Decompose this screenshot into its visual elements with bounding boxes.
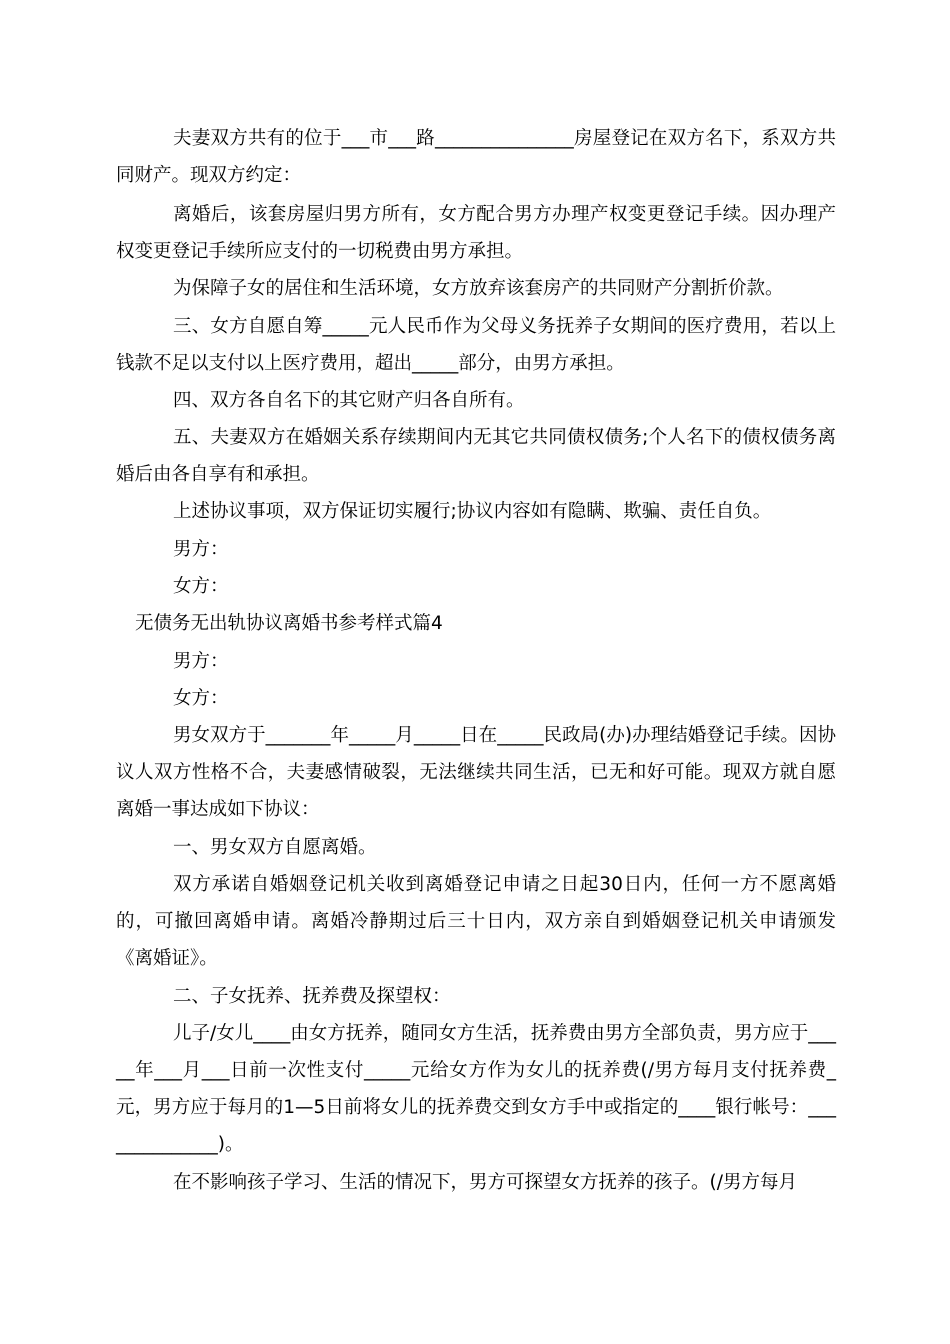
paragraph-house-ownership: 离婚后，该套房屋归男方所有，女方配合男方办理产权变更登记手续。因办理产权变更登记手续所应支付的一切税费由男方承担。 [116,204,836,262]
paragraph-property-location: 夫妻双方共有的位于___市___路_______________房屋登记在双方名下，系双方共同财产。现双方约定： [116,128,836,186]
paragraph-other-property: 四、双方各自名下的其它财产归各自所有。 [173,390,525,411]
section-heading: 无债务无出轨协议离婚书参考样式篇4 [135,613,443,634]
paragraph-residence-guarantee: 为保障子女的居住和生活环境，女方放弃该套房产的共同财产分割折价款。 [173,278,784,299]
paragraph-debts: 五、夫妻双方在婚姻关系存续期间内无其它共同债权债务;个人名下的债权债务离婚后由各自享有和承担。 [116,427,836,485]
paragraph-child-support: 儿子/女儿____由女方抚养，随同女方生活，抚养费由男方全部负责，男方应于_____年___月___日前一次性支付_____元给女方作为女儿的抚养费(/男方每月支付抚养费_元，男方应于每月的1—5日前将女儿的抚养费交到女方手中或指定的____银行帐号：______________)。 [116,1023,836,1155]
party-male-label: 男方： [173,651,229,672]
signature-male-label: 男方： [173,539,229,560]
paragraph-visitation: 在不影响孩子学习、生活的情况下，男方可探望女方抚养的孩子。(/男方每月 [173,1172,797,1193]
paragraph-commitment: 上述协议事项，双方保证切实履行;协议内容如有隐瞒、欺骗、责任自负。 [173,501,772,522]
paragraph-custody-heading: 二、子女抚养、抚养费及探望权： [173,986,451,1007]
paragraph-marriage-registration: 男女双方于_______年_____月_____日在_____民政局(办)办理结婚登记手续。因协议人双方性格不合，夫妻感情破裂，无法继续共同生活，已无和好可能。现双方就自愿离婚一事达成如下协议： [116,725,836,820]
signature-female-label: 女方： [173,576,229,597]
paragraph-medical-expenses: 三、女方自愿自筹_____元人民币作为父母义务抚养子女期间的医疗费用，若以上钱款不足以支付以上医疗费用，超出_____部分，由男方承担。 [116,316,836,374]
party-female-label: 女方： [173,688,229,709]
paragraph-cooling-off: 双方承诺自婚姻登记机关收到离婚登记申请之日起30日内，任何一方不愿离婚的，可撤回离婚申请。离婚冷静期过后三十日内，双方亲自到婚姻登记机关申请颁发《离婚证》。 [116,874,836,969]
paragraph-voluntary-divorce: 一、男女双方自愿离婚。 [173,837,377,858]
